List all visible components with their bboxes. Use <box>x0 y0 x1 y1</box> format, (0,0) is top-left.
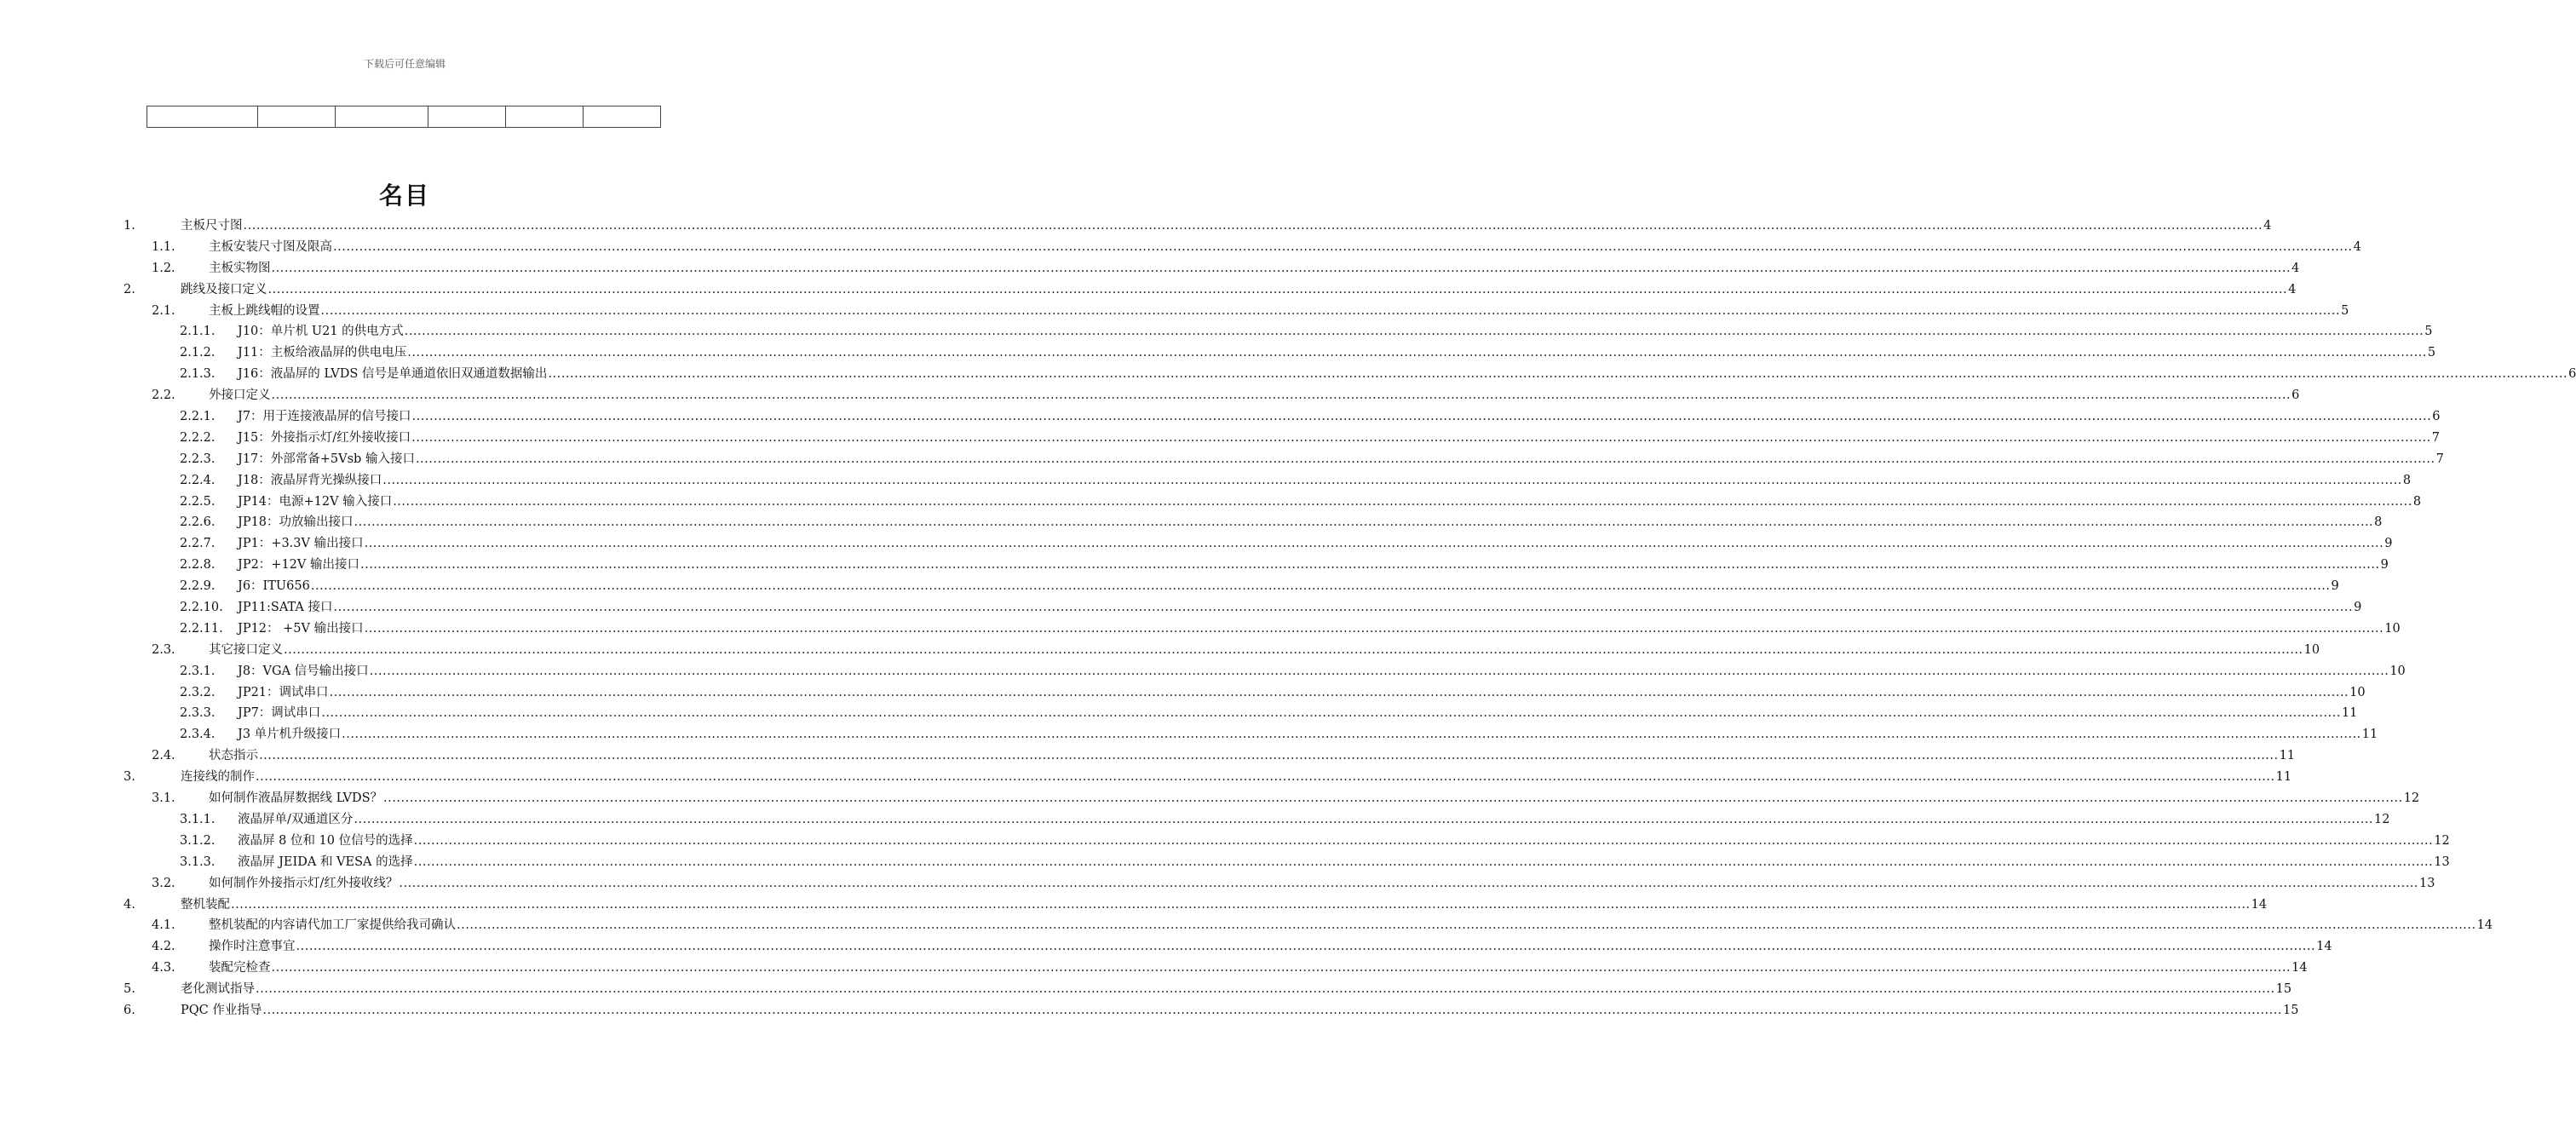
toc-entry[interactable] <box>0 745 2296 767</box>
toc-entry-number: 2.1.2. <box>180 346 216 360</box>
table-of-contents <box>0 216 2576 1021</box>
dot-leader: ................................................................................................................................................................................................................................................................................................................................................................................................................................................................................ <box>548 367 2568 382</box>
toc-entry-number: 3. <box>124 770 135 785</box>
toc-entry[interactable] <box>0 428 2441 449</box>
toc-entry-page: 9 <box>2354 601 2362 615</box>
toc-entry-title: J17：外部常备+5Vsb 输入接口 <box>238 452 415 466</box>
toc-entry-page: 4 <box>2263 219 2272 233</box>
dot-leader: ................................................................................................................................................................................................................................................................................................................................................................................................................................................................................ <box>382 473 2402 487</box>
dot-leader: ................................................................................................................................................................................................................................................................................................................................................................................................................................................................................ <box>271 388 2291 403</box>
toc-entry-title: 如何制作外接指示灯/红外接收线？ <box>209 876 399 890</box>
dot-leader: ................................................................................................................................................................................................................................................................................................................................................................................................................................................................................ <box>256 770 2275 785</box>
table-cell <box>428 106 506 128</box>
toc-entry[interactable] <box>0 831 2450 852</box>
toc-entry[interactable] <box>0 661 2406 682</box>
dot-leader: ................................................................................................................................................................................................................................................................................................................................................................................................................................................................................ <box>354 515 2374 530</box>
toc-entry-title: 操作时注意事宜 <box>209 940 296 954</box>
toc-entry-number: 1. <box>124 219 135 233</box>
toc-entry-page: 9 <box>2380 558 2389 572</box>
toc-entry-number: 4.1. <box>152 918 175 933</box>
toc-entry-number: 4.3. <box>152 961 175 975</box>
toc-entry[interactable] <box>0 492 2422 513</box>
toc-entry-page: 9 <box>2384 537 2393 551</box>
toc-entry[interactable] <box>0 1000 2299 1021</box>
toc-entry[interactable] <box>0 682 2366 704</box>
dot-leader: ................................................................................................................................................................................................................................................................................................................................................................................................................................................................................ <box>399 876 2419 890</box>
dot-leader: ................................................................................................................................................................................................................................................................................................................................................................................................................................................................................ <box>310 579 2331 594</box>
dot-leader: ................................................................................................................................................................................................................................................................................................................................................................................................................................................................................ <box>411 410 2432 424</box>
toc-entry-number: 4.2. <box>152 940 175 954</box>
dot-leader: ................................................................................................................................................................................................................................................................................................................................................................................................................................................................................ <box>243 219 2263 233</box>
header-note: 下载后可任意编辑 <box>363 58 446 70</box>
toc-entry-number: 3.1.3. <box>180 854 216 869</box>
toc-entry-number: 5. <box>124 982 135 997</box>
toc-entry-page: 14 <box>2476 918 2493 933</box>
dot-leader: ................................................................................................................................................................................................................................................................................................................................................................................................................................................................................ <box>415 452 2435 466</box>
dot-leader: ................................................................................................................................................................................................................................................................................................................................................................................................................................................................................ <box>320 303 2341 318</box>
dot-leader: ................................................................................................................................................................................................................................................................................................................................................................................................................................................................................ <box>231 897 2251 912</box>
toc-entry[interactable] <box>0 597 2362 619</box>
toc-entry-title: JP14：电源+12V 输入接口 <box>238 494 393 509</box>
toc-entry[interactable] <box>0 576 2339 597</box>
toc-entry-page: 5 <box>2424 325 2433 339</box>
dot-leader: ................................................................................................................................................................................................................................................................................................................................................................................................................................................................................ <box>267 282 2288 296</box>
toc-entry-title: 液晶屏单/双通道区分 <box>238 812 354 826</box>
dot-leader: ................................................................................................................................................................................................................................................................................................................................................................................................................................................................................ <box>284 642 2303 657</box>
toc-entry-title: 主板实物图 <box>209 261 271 275</box>
toc-entry-number: 3.1.1. <box>180 812 216 826</box>
toc-entry[interactable] <box>0 936 2332 958</box>
toc-entry[interactable] <box>0 555 2389 576</box>
table-cell <box>506 106 584 128</box>
toc-entry-page: 15 <box>2275 982 2292 997</box>
toc-entry-page: 10 <box>2303 642 2320 657</box>
dot-leader: ................................................................................................................................................................................................................................................................................................................................................................................................................................................................................ <box>259 749 2279 763</box>
toc-entry-page: 15 <box>2283 1003 2299 1017</box>
dot-leader: ................................................................................................................................................................................................................................................................................................................................................................................................................................................................................ <box>369 664 2389 678</box>
toc-entry-page: 5 <box>2341 303 2349 318</box>
dot-leader: ................................................................................................................................................................................................................................................................................................................................................................................................................................................................................ <box>329 685 2349 699</box>
toc-entry-title: JP7：调试串口 <box>238 706 321 721</box>
dot-leader: ................................................................................................................................................................................................................................................................................................................................................................................................................................................................................ <box>364 621 2384 636</box>
toc-entry-page: 10 <box>2384 621 2401 636</box>
dot-leader: ................................................................................................................................................................................................................................................................................................................................................................................................................................................................................ <box>333 239 2353 254</box>
toc-entry-title: J8：VGA 信号输出接口 <box>238 664 369 678</box>
toc-entry-number: 2.3.3. <box>180 706 216 721</box>
toc-entry-number: 4. <box>124 897 135 912</box>
toc-entry-title: 如何制作液晶屏数据线 LVDS？ <box>209 791 383 806</box>
toc-entry-title: JP21：调试串口 <box>238 685 329 699</box>
toc-entry-number: 2.2.1. <box>180 410 216 424</box>
toc-entry-number: 2.4. <box>152 749 175 763</box>
toc-entry[interactable] <box>0 533 2393 555</box>
table-cell <box>584 106 661 128</box>
toc-entry[interactable] <box>0 406 2441 428</box>
toc-entry-page: 7 <box>2431 430 2441 445</box>
toc-entry-title: JP12： +5V 输出接口 <box>238 621 364 636</box>
toc-entry-number: 3.1.2. <box>180 833 216 848</box>
toc-entry-title: 主板上跳线帽的设置 <box>209 303 320 318</box>
toc-entry[interactable] <box>0 449 2444 470</box>
toc-entry-title: JP1：+3.3V 输出接口 <box>238 537 364 551</box>
toc-entry[interactable] <box>0 342 2436 364</box>
dot-leader: ................................................................................................................................................................................................................................................................................................................................................................................................................................................................................ <box>364 537 2384 551</box>
toc-entry-number: 1.2. <box>152 261 175 275</box>
toc-entry-number: 2.1.3. <box>180 367 216 382</box>
toc-entry-title: J11：主板给液晶屏的供电电压 <box>238 346 407 360</box>
toc-entry-number: 2.3.2. <box>180 685 216 699</box>
toc-entry[interactable] <box>0 385 2300 406</box>
toc-entry[interactable] <box>0 216 2272 237</box>
toc-entry-title: J15：外接指示灯/红外接收接口 <box>238 430 411 445</box>
toc-entry-page: 8 <box>2374 515 2383 530</box>
toc-entry-title: 其它接口定义 <box>209 642 283 657</box>
toc-entry[interactable] <box>0 279 2297 301</box>
dot-leader: ................................................................................................................................................................................................................................................................................................................................................................................................................................................................................ <box>393 494 2412 509</box>
toc-entry-page: 8 <box>2402 473 2412 487</box>
toc-entry[interactable] <box>0 301 2349 322</box>
toc-entry[interactable] <box>0 915 2493 936</box>
toc-entry-number: 1.1. <box>152 239 175 254</box>
toc-entry[interactable] <box>0 512 2383 533</box>
toc-entry-number: 2.1. <box>152 303 175 318</box>
dot-leader: ................................................................................................................................................................................................................................................................................................................................................................................................................................................................................ <box>413 833 2434 848</box>
toc-entry-title: J3 单片机升级接口 <box>238 728 342 742</box>
toc-entry[interactable] <box>0 237 2361 258</box>
toc-entry-page: 10 <box>2349 685 2366 699</box>
toc-entry-page: 14 <box>2251 897 2268 912</box>
toc-entry-title: 整机装配 <box>181 897 230 912</box>
toc-entry[interactable] <box>0 364 2576 385</box>
toc-entry-number: 2.3.4. <box>180 728 216 742</box>
toc-entry-page: 4 <box>2288 282 2297 296</box>
toc-entry-page: 4 <box>2291 261 2300 275</box>
dot-leader: ................................................................................................................................................................................................................................................................................................................................................................................................................................................................................ <box>342 728 2361 742</box>
toc-entry-page: 14 <box>2291 961 2308 975</box>
toc-entry-page: 11 <box>2341 706 2358 721</box>
toc-entry-title: J6：ITU656 <box>238 579 310 594</box>
dot-leader: ................................................................................................................................................................................................................................................................................................................................................................................................................................................................................ <box>262 1003 2282 1017</box>
toc-entry-title: J16：液晶屏的 LVDS 信号是单通道依旧双通道数据输出 <box>238 367 548 382</box>
toc-entry[interactable] <box>0 809 2390 831</box>
toc-entry-title: 主板尺寸图 <box>181 219 243 233</box>
toc-entry[interactable] <box>0 873 2435 895</box>
toc-entry-page: 7 <box>2435 452 2444 466</box>
toc-entry-page: 12 <box>2374 812 2390 826</box>
toc-entry-title: PQC 作业指导 <box>181 1003 262 1017</box>
toc-entry[interactable] <box>0 470 2412 492</box>
table-row <box>147 106 661 128</box>
toc-entry-title: 整机装配的内容请代加工厂家提供给我司确认 <box>209 918 456 933</box>
table-cell <box>336 106 428 128</box>
toc-entry[interactable] <box>0 619 2401 640</box>
dot-leader: ................................................................................................................................................................................................................................................................................................................................................................................................................................................................................ <box>271 961 2291 975</box>
toc-entry-number: 2.2.10. <box>180 601 223 615</box>
toc-entry-number: 2.2.3. <box>180 452 216 466</box>
dot-leader: ................................................................................................................................................................................................................................................................................................................................................................................................................................................................................ <box>413 854 2434 869</box>
blank-table <box>147 106 661 128</box>
toc-entry-number: 6. <box>124 1003 135 1017</box>
toc-entry-page: 10 <box>2389 664 2406 678</box>
toc-entry[interactable] <box>0 724 2378 745</box>
toc-entry-number: 2.2.6. <box>180 515 216 530</box>
toc-title: 名目 <box>378 181 430 210</box>
dot-leader: ................................................................................................................................................................................................................................................................................................................................................................................................................................................................................ <box>457 918 2476 933</box>
toc-entry[interactable] <box>0 640 2320 661</box>
dot-leader: ................................................................................................................................................................................................................................................................................................................................................................................................................................................................................ <box>404 325 2424 339</box>
toc-entry-title: 连接线的制作 <box>181 770 255 785</box>
table-cell <box>147 106 258 128</box>
toc-entry-title: 液晶屏 8 位和 10 位信号的选择 <box>238 833 413 848</box>
toc-entry-number: 2.2.7. <box>180 537 216 551</box>
toc-entry-number: 3.2. <box>152 876 175 890</box>
dot-leader: ................................................................................................................................................................................................................................................................................................................................................................................................................................................................................ <box>256 982 2275 997</box>
toc-entry[interactable] <box>0 767 2292 788</box>
toc-entry[interactable] <box>0 788 2420 809</box>
toc-entry-title: J10：单片机 U21 的供电方式 <box>238 325 404 339</box>
dot-leader: ................................................................................................................................................................................................................................................................................................................................................................................................................................................................................ <box>411 430 2431 445</box>
toc-entry-page: 6 <box>2291 388 2300 403</box>
toc-entry-title: 老化测试指导 <box>181 982 255 997</box>
toc-entry-title: 状态指示 <box>209 749 258 763</box>
toc-entry-page: 11 <box>2279 749 2296 763</box>
toc-entry[interactable] <box>0 703 2358 724</box>
toc-entry-number: 2.2.4. <box>180 473 216 487</box>
toc-entry-number: 2. <box>124 282 135 296</box>
toc-entry[interactable] <box>0 895 2268 916</box>
toc-entry-number: 2.2.2. <box>180 430 216 445</box>
toc-entry-title: JP11:SATA 接口 <box>238 601 333 615</box>
toc-entry-page: 12 <box>2403 791 2420 806</box>
toc-entry-number: 2.2.11. <box>180 621 223 636</box>
dot-leader: ................................................................................................................................................................................................................................................................................................................................................................................................................................................................................ <box>383 791 2403 806</box>
toc-entry[interactable] <box>0 258 2300 279</box>
toc-entry[interactable] <box>0 321 2433 342</box>
toc-entry-page: 4 <box>2353 239 2361 254</box>
dot-leader: ................................................................................................................................................................................................................................................................................................................................................................................................................................................................................ <box>333 601 2354 615</box>
toc-entry-number: 2.2.9. <box>180 579 216 594</box>
toc-entry-title: J18：液晶屏背光操纵接口 <box>238 473 382 487</box>
dot-leader: ................................................................................................................................................................................................................................................................................................................................................................................................................................................................................ <box>359 558 2380 572</box>
toc-entry-title: 主板安装尺寸图及限高 <box>209 239 332 254</box>
dot-leader: ................................................................................................................................................................................................................................................................................................................................................................................................................................................................................ <box>407 346 2427 360</box>
toc-entry-number: 2.2.8. <box>180 558 216 572</box>
toc-entry-number: 2.3. <box>152 642 175 657</box>
toc-entry[interactable] <box>0 852 2450 873</box>
toc-entry-title: JP2：+12V 输出接口 <box>238 558 359 572</box>
table-cell <box>258 106 336 128</box>
toc-entry-number: 2.2.5. <box>180 494 216 509</box>
dot-leader: ................................................................................................................................................................................................................................................................................................................................................................................................................................................................................ <box>321 706 2341 721</box>
toc-entry[interactable] <box>0 979 2292 1000</box>
toc-entry-title: 跳线及接口定义 <box>181 282 267 296</box>
toc-entry-title: 外接口定义 <box>209 388 271 403</box>
toc-entry-page: 6 <box>2432 410 2441 424</box>
toc-entry-page: 8 <box>2412 494 2422 509</box>
toc-entry-title: 液晶屏 JEIDA 和 VESA 的选择 <box>238 854 413 869</box>
toc-entry-page: 14 <box>2316 940 2332 954</box>
toc-entry-page: 5 <box>2427 346 2436 360</box>
dot-leader: ................................................................................................................................................................................................................................................................................................................................................................................................................................................................................ <box>271 261 2291 275</box>
toc-entry-number: 2.3.1. <box>180 664 216 678</box>
toc-entry-number: 2.2. <box>152 388 175 403</box>
dot-leader: ................................................................................................................................................................................................................................................................................................................................................................................................................................................................................ <box>354 812 2374 826</box>
toc-entry-page: 11 <box>2275 770 2292 785</box>
toc-entry-page: 12 <box>2434 833 2450 848</box>
toc-entry-number: 2.1.1. <box>180 325 216 339</box>
toc-entry-page: 11 <box>2361 728 2378 742</box>
dot-leader: ................................................................................................................................................................................................................................................................................................................................................................................................................................................................................ <box>296 940 2316 954</box>
toc-entry-title: JP18：功放输出接口 <box>238 515 354 530</box>
toc-entry-page: 13 <box>2434 854 2450 869</box>
toc-entry-title: J7：用于连接液晶屏的信号接口 <box>238 410 411 424</box>
toc-entry-title: 装配完检查 <box>209 961 271 975</box>
toc-entry-page: 13 <box>2419 876 2435 890</box>
toc-entry-page: 9 <box>2331 579 2339 594</box>
toc-entry-number: 3.1. <box>152 791 175 806</box>
toc-entry[interactable] <box>0 958 2308 979</box>
toc-entry-page: 6 <box>2568 367 2576 382</box>
